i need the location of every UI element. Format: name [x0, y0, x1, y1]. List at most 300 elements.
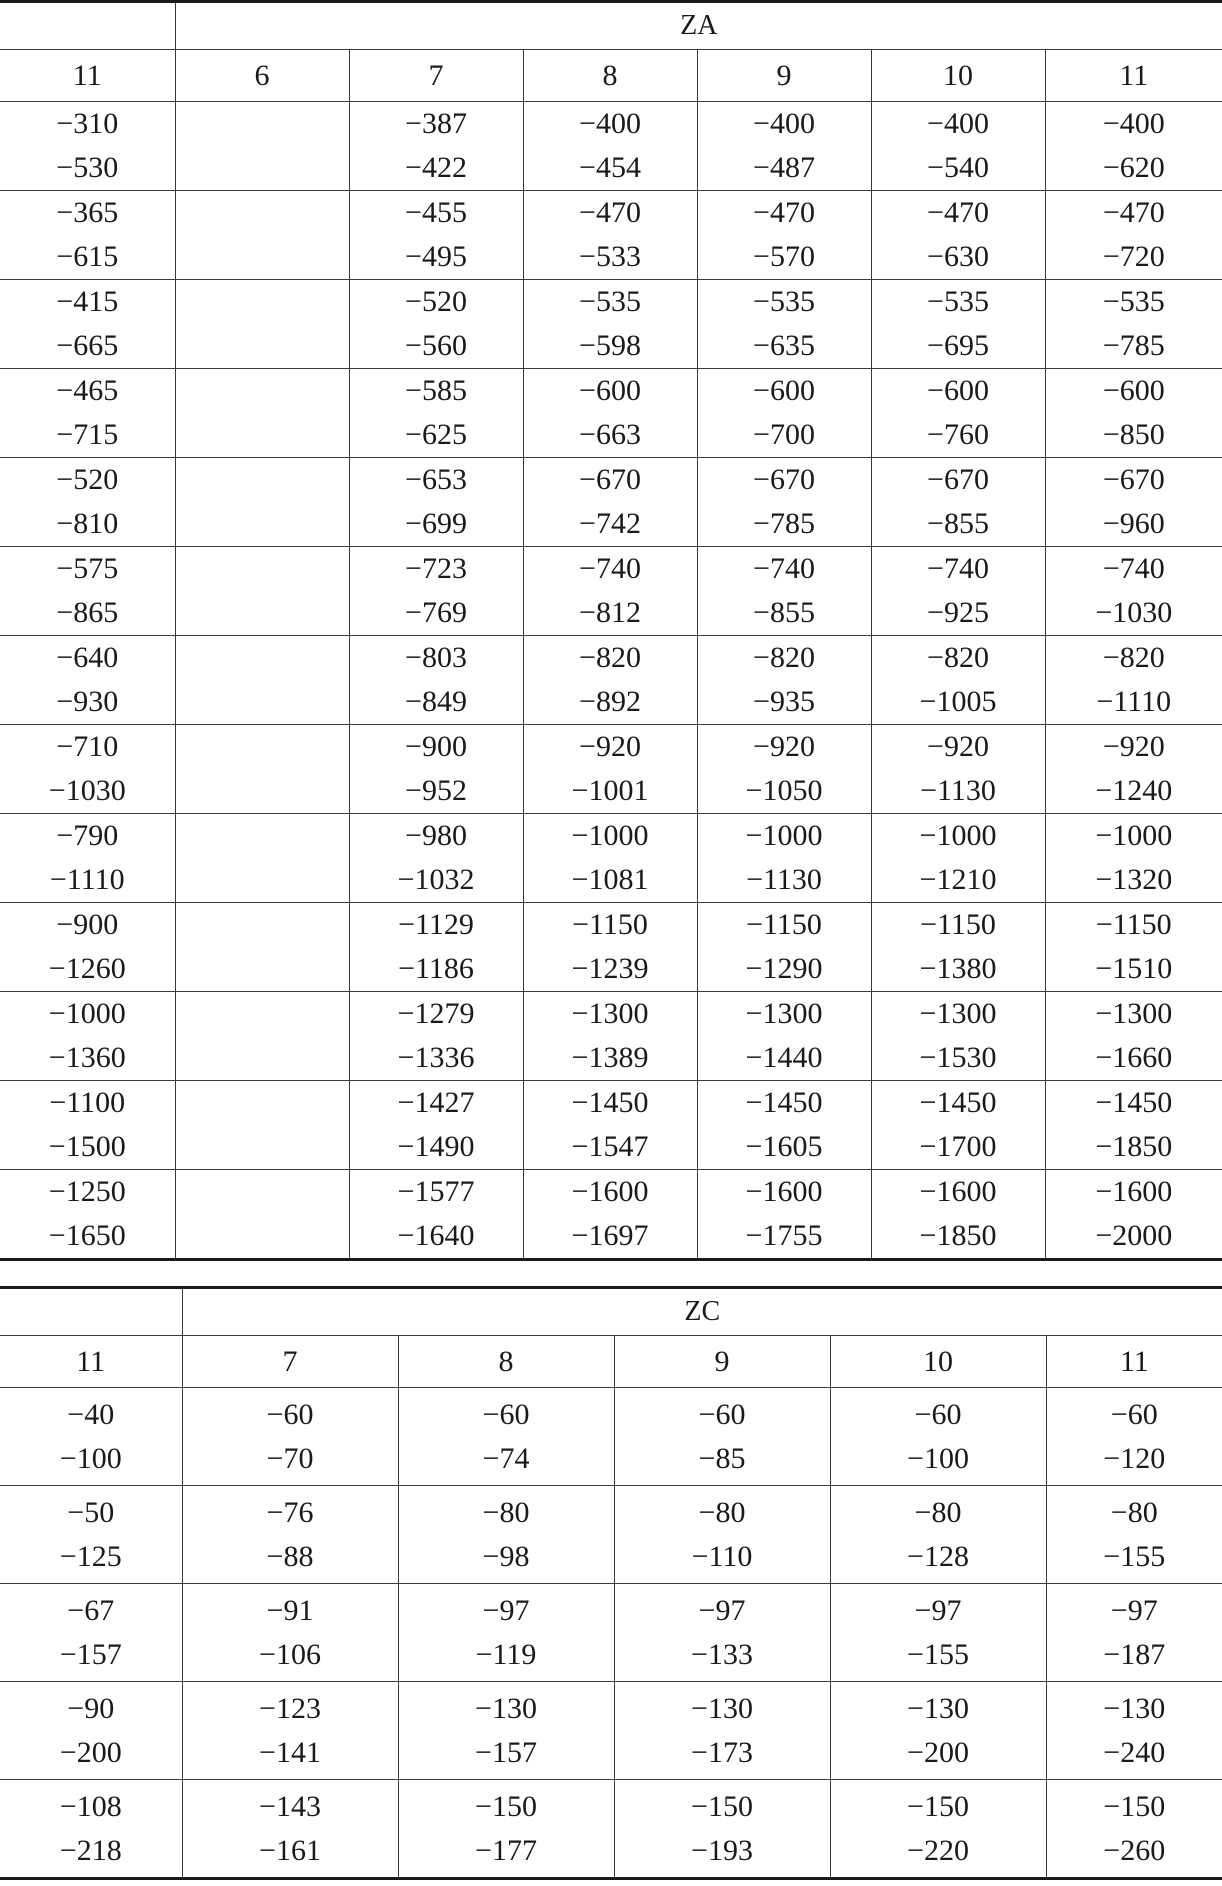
upper-deviation: −820	[753, 641, 815, 674]
table-cell	[175, 547, 349, 636]
table-cell	[182, 1486, 398, 1584]
lower-deviation: −487	[753, 151, 815, 184]
table-cell	[614, 1780, 830, 1879]
lower-deviation: −855	[753, 596, 815, 629]
table-cell	[697, 191, 871, 280]
lower-deviation: −1290	[745, 952, 823, 985]
lower-deviation: −1500	[48, 1130, 126, 1163]
table-cell	[871, 458, 1045, 547]
lower-deviation: −742	[579, 507, 641, 540]
upper-deviation: −97	[1110, 1593, 1158, 1627]
lower-deviation: −1186	[398, 952, 474, 985]
upper-deviation: −67	[67, 1593, 115, 1627]
table-cell	[1045, 369, 1222, 458]
upper-deviation: −575	[56, 552, 119, 585]
zc-deviation-table	[0, 1286, 1222, 1880]
lower-deviation: −1510	[1095, 952, 1173, 985]
lower-deviation: −1110	[1096, 685, 1172, 718]
lower-deviation: −120	[1103, 1441, 1166, 1475]
table-row	[0, 814, 1222, 903]
table-cell	[871, 814, 1045, 903]
upper-deviation: −920	[753, 730, 815, 763]
upper-deviation: −90	[67, 1691, 115, 1725]
lower-deviation: −663	[579, 418, 641, 451]
lower-deviation: −1240	[1095, 774, 1173, 807]
table-cell	[871, 280, 1045, 369]
lower-deviation: −700	[753, 418, 815, 451]
table-cell	[1045, 458, 1222, 547]
upper-deviation: −740	[927, 552, 989, 585]
upper-deviation: −50	[67, 1495, 115, 1529]
table-cell	[523, 903, 697, 992]
table-cell	[398, 1388, 614, 1486]
lower-deviation: −1005	[919, 685, 997, 718]
upper-deviation: −91	[266, 1593, 314, 1627]
upper-deviation: −130	[907, 1691, 969, 1725]
upper-deviation: −150	[475, 1789, 537, 1823]
lower-deviation: −110	[691, 1539, 753, 1573]
lower-deviation: −1640	[397, 1219, 475, 1252]
upper-deviation: −80	[698, 1495, 746, 1529]
upper-deviation: −1150	[1095, 908, 1172, 941]
table-row	[0, 458, 1222, 547]
lower-deviation: −695	[927, 329, 989, 362]
table-cell	[523, 814, 697, 903]
lower-deviation: −70	[266, 1441, 314, 1475]
lower-deviation: −760	[927, 418, 989, 451]
upper-deviation: −1300	[571, 997, 649, 1030]
lower-deviation: −1380	[919, 952, 997, 985]
table-cell	[697, 814, 871, 903]
table-cell	[1045, 191, 1222, 280]
table-cell	[871, 547, 1045, 636]
za-column-header: 7	[349, 50, 523, 102]
table-cell	[523, 369, 697, 458]
lower-deviation: −454	[579, 151, 641, 184]
upper-deviation: −387	[405, 107, 467, 140]
lower-deviation: −1360	[48, 1041, 126, 1074]
za-column-header-row	[0, 50, 1222, 102]
lower-deviation: −495	[405, 240, 467, 273]
za-group-header-row	[0, 2, 1222, 50]
table-cell	[0, 1170, 175, 1260]
upper-deviation: −710	[56, 730, 119, 763]
table-cell	[175, 903, 349, 992]
table-cell	[523, 636, 697, 725]
table-cell	[175, 636, 349, 725]
table-cell	[175, 369, 349, 458]
lower-deviation: −1850	[919, 1219, 997, 1252]
table-cell	[349, 992, 523, 1081]
table-row	[0, 1682, 1222, 1780]
upper-deviation: −803	[405, 641, 467, 674]
lower-deviation: −1547	[571, 1130, 649, 1163]
table-row	[0, 102, 1222, 191]
upper-deviation: −900	[56, 908, 119, 941]
lower-deviation: −1110	[49, 863, 125, 896]
za-column-header: 8	[523, 50, 697, 102]
za-blank-corner	[0, 2, 175, 50]
upper-deviation: −670	[753, 463, 815, 496]
upper-deviation: −1600	[745, 1175, 823, 1208]
zc-blank-corner	[0, 1288, 182, 1336]
upper-deviation: −1250	[48, 1175, 126, 1208]
table-cell	[523, 458, 697, 547]
upper-deviation: −130	[475, 1691, 537, 1725]
table-cell	[0, 1682, 182, 1780]
lower-deviation: −125	[59, 1539, 122, 1573]
upper-deviation: −123	[259, 1691, 321, 1725]
lower-deviation: −157	[475, 1735, 537, 1769]
lower-deviation: −74	[482, 1441, 530, 1475]
upper-deviation: −60	[1110, 1397, 1158, 1431]
upper-deviation: −470	[753, 196, 815, 229]
lower-deviation: −1260	[48, 952, 126, 985]
lower-deviation: −892	[579, 685, 641, 718]
upper-deviation: −108	[59, 1789, 122, 1823]
table-cell	[697, 458, 871, 547]
table-cell	[175, 458, 349, 547]
lower-deviation: −1336	[397, 1041, 475, 1074]
table-cell	[614, 1682, 830, 1780]
lower-deviation: −865	[56, 596, 119, 629]
upper-deviation: −97	[914, 1593, 962, 1627]
upper-deviation: −1450	[571, 1086, 649, 1119]
table-cell	[697, 280, 871, 369]
table-row	[0, 191, 1222, 280]
lower-deviation: −1389	[571, 1041, 649, 1074]
table-cell	[871, 636, 1045, 725]
lower-deviation: −1032	[397, 863, 475, 896]
lower-deviation: −260	[1103, 1833, 1166, 1867]
table-cell	[1046, 1780, 1222, 1879]
upper-deviation: −400	[753, 107, 815, 140]
table-cell	[0, 280, 175, 369]
table-row	[0, 992, 1222, 1081]
table-cell	[0, 1780, 182, 1879]
lower-deviation: −1440	[745, 1041, 823, 1074]
table-cell	[349, 369, 523, 458]
lower-deviation: −769	[405, 596, 467, 629]
zc-group-header-row	[0, 1288, 1222, 1336]
lower-deviation: −187	[1103, 1637, 1166, 1671]
table-cell	[523, 992, 697, 1081]
upper-deviation: −40	[67, 1397, 115, 1431]
upper-deviation: −400	[1102, 107, 1165, 140]
lower-deviation: −720	[1102, 240, 1165, 273]
upper-deviation: −310	[56, 107, 119, 140]
upper-deviation: −640	[56, 641, 119, 674]
upper-deviation: −60	[482, 1397, 530, 1431]
table-cell	[614, 1388, 830, 1486]
table-cell	[0, 458, 175, 547]
upper-deviation: −1000	[745, 819, 823, 852]
upper-deviation: −1577	[397, 1175, 475, 1208]
table-cell	[0, 1081, 175, 1170]
table-cell	[871, 369, 1045, 458]
upper-deviation: −670	[579, 463, 641, 496]
lower-deviation: −200	[907, 1735, 969, 1769]
za-column-header: 9	[697, 50, 871, 102]
zc-column-header: 7	[182, 1336, 398, 1388]
lower-deviation: −598	[579, 329, 641, 362]
upper-deviation: −80	[914, 1495, 962, 1529]
lower-deviation: −155	[907, 1637, 969, 1671]
upper-deviation: −415	[56, 285, 119, 318]
upper-deviation: −980	[405, 819, 467, 852]
upper-deviation: −1000	[1095, 819, 1173, 852]
table-cell	[175, 280, 349, 369]
lower-deviation: −1605	[745, 1130, 823, 1163]
table-cell	[349, 725, 523, 814]
upper-deviation: −535	[1102, 285, 1165, 318]
lower-deviation: −157	[59, 1637, 122, 1671]
upper-deviation: −1100	[49, 1086, 126, 1119]
lower-deviation: −1697	[571, 1219, 649, 1252]
table-row	[0, 1170, 1222, 1260]
upper-deviation: −1279	[397, 997, 475, 1030]
upper-deviation: −740	[1102, 552, 1165, 585]
table-cell	[697, 636, 871, 725]
upper-deviation: −76	[266, 1495, 314, 1529]
upper-deviation: −670	[1102, 463, 1165, 496]
upper-deviation: −600	[579, 374, 641, 407]
upper-deviation: −653	[405, 463, 467, 496]
lower-deviation: −570	[753, 240, 815, 273]
table-cell	[830, 1584, 1046, 1682]
table-cell	[871, 725, 1045, 814]
table-cell	[523, 1081, 697, 1170]
lower-deviation: −1755	[745, 1219, 823, 1252]
table-row	[0, 1486, 1222, 1584]
table-cell	[1045, 280, 1222, 369]
table-cell	[0, 636, 175, 725]
lower-deviation: −1030	[48, 774, 126, 807]
zc-column-header: 9	[614, 1336, 830, 1388]
lower-deviation: −133	[691, 1637, 753, 1671]
lower-deviation: −530	[56, 151, 119, 184]
table-cell	[175, 725, 349, 814]
table-cell	[182, 1388, 398, 1486]
table-cell	[697, 903, 871, 992]
lower-deviation: −1530	[919, 1041, 997, 1074]
upper-deviation: −920	[927, 730, 989, 763]
table-cell	[182, 1682, 398, 1780]
lower-deviation: −812	[579, 596, 641, 629]
upper-deviation: −400	[579, 107, 641, 140]
table-cell	[523, 102, 697, 191]
upper-deviation: −600	[927, 374, 989, 407]
table-cell	[523, 280, 697, 369]
za-column-header: 6	[175, 50, 349, 102]
upper-deviation: −1150	[746, 908, 822, 941]
upper-deviation: −535	[753, 285, 815, 318]
lower-deviation: −960	[1102, 507, 1165, 540]
zc-column-header: 11	[1046, 1336, 1222, 1388]
table-cell	[0, 725, 175, 814]
table-cell	[349, 547, 523, 636]
table-cell	[614, 1486, 830, 1584]
upper-deviation: −1000	[48, 997, 126, 1030]
upper-deviation: −1450	[1095, 1086, 1173, 1119]
table-row	[0, 1780, 1222, 1879]
upper-deviation: −1600	[1095, 1175, 1173, 1208]
table-cell	[0, 1584, 182, 1682]
upper-deviation: −470	[579, 196, 641, 229]
upper-deviation: −97	[482, 1593, 530, 1627]
table-cell	[0, 814, 175, 903]
table-cell	[0, 1486, 182, 1584]
upper-deviation: −470	[927, 196, 989, 229]
upper-deviation: −130	[1103, 1691, 1166, 1725]
table-cell	[398, 1584, 614, 1682]
table-cell	[1045, 1170, 1222, 1260]
upper-deviation: −1000	[571, 819, 649, 852]
table-cell	[830, 1682, 1046, 1780]
table-cell	[523, 1170, 697, 1260]
table-cell	[349, 458, 523, 547]
lower-deviation: −161	[259, 1833, 321, 1867]
lower-deviation: −630	[927, 240, 989, 273]
lower-deviation: −128	[907, 1539, 969, 1573]
upper-deviation: −820	[579, 641, 641, 674]
upper-deviation: −80	[482, 1495, 530, 1529]
upper-deviation: −920	[1102, 730, 1165, 763]
zc-group-label: ZC	[182, 1288, 1222, 1336]
table-cell	[349, 102, 523, 191]
upper-deviation: −150	[907, 1789, 969, 1823]
upper-deviation: −1300	[919, 997, 997, 1030]
upper-deviation: −600	[753, 374, 815, 407]
table-cell	[349, 1081, 523, 1170]
upper-deviation: −585	[405, 374, 467, 407]
lower-deviation: −625	[405, 418, 467, 451]
table-cell	[182, 1584, 398, 1682]
lower-deviation: −533	[579, 240, 641, 273]
table-cell	[398, 1682, 614, 1780]
table-cell	[1045, 636, 1222, 725]
table-row	[0, 725, 1222, 814]
lower-deviation: −173	[691, 1735, 753, 1769]
za-column-header: 11	[1045, 50, 1222, 102]
table-cell	[0, 191, 175, 280]
lower-deviation: −635	[753, 329, 815, 362]
upper-deviation: −600	[1102, 374, 1165, 407]
lower-deviation: −1030	[1095, 596, 1173, 629]
upper-deviation: −820	[927, 641, 989, 674]
lower-deviation: −1050	[745, 774, 823, 807]
lower-deviation: −141	[259, 1735, 321, 1769]
lower-deviation: −715	[56, 418, 119, 451]
lower-deviation: −925	[927, 596, 989, 629]
table-cell	[0, 903, 175, 992]
lower-deviation: −422	[405, 151, 467, 184]
lower-deviation: −100	[59, 1441, 122, 1475]
upper-deviation: −535	[927, 285, 989, 318]
upper-deviation: −1000	[919, 819, 997, 852]
upper-deviation: −1300	[745, 997, 823, 1030]
upper-deviation: −520	[56, 463, 119, 496]
lower-deviation: −1700	[919, 1130, 997, 1163]
upper-deviation: −97	[698, 1593, 746, 1627]
table-cell	[349, 903, 523, 992]
upper-deviation: −1150	[920, 908, 996, 941]
upper-deviation: −900	[405, 730, 467, 763]
upper-deviation: −1450	[745, 1086, 823, 1119]
table-cell	[1045, 814, 1222, 903]
lower-deviation: −849	[405, 685, 467, 718]
upper-deviation: −60	[698, 1397, 746, 1431]
table-cell	[697, 547, 871, 636]
table-cell	[175, 992, 349, 1081]
table-cell	[349, 814, 523, 903]
table-cell	[697, 1081, 871, 1170]
upper-deviation: −1600	[571, 1175, 649, 1208]
table-cell	[523, 191, 697, 280]
lower-deviation: −620	[1102, 151, 1165, 184]
upper-deviation: −80	[1110, 1495, 1158, 1529]
lower-deviation: −218	[59, 1833, 122, 1867]
lower-deviation: −193	[691, 1833, 753, 1867]
table-cell	[871, 992, 1045, 1081]
lower-deviation: −1001	[571, 774, 649, 807]
table-cell	[1045, 903, 1222, 992]
upper-deviation: −723	[405, 552, 467, 585]
upper-deviation: −150	[691, 1789, 753, 1823]
lower-deviation: −785	[753, 507, 815, 540]
upper-deviation: −920	[579, 730, 641, 763]
zc-column-header: 11	[0, 1336, 182, 1388]
table-cell	[0, 1388, 182, 1486]
table-cell	[182, 1780, 398, 1879]
table-row	[0, 1081, 1222, 1170]
table-cell	[830, 1780, 1046, 1879]
upper-deviation: −1427	[397, 1086, 475, 1119]
table-cell	[830, 1486, 1046, 1584]
table-cell	[175, 1170, 349, 1260]
table-cell	[0, 992, 175, 1081]
upper-deviation: −535	[579, 285, 641, 318]
table-cell	[1046, 1388, 1222, 1486]
upper-deviation: −400	[927, 107, 989, 140]
za-column-header: 11	[0, 50, 175, 102]
lower-deviation: −1320	[1095, 863, 1173, 896]
lower-deviation: −155	[1103, 1539, 1166, 1573]
table-cell	[871, 102, 1045, 191]
table-cell	[697, 992, 871, 1081]
lower-deviation: −1130	[920, 774, 996, 807]
table-cell	[697, 102, 871, 191]
table-cell	[0, 102, 175, 191]
upper-deviation: −1300	[1095, 997, 1173, 1030]
lower-deviation: −560	[405, 329, 467, 362]
upper-deviation: −740	[579, 552, 641, 585]
upper-deviation: −1150	[572, 908, 648, 941]
lower-deviation: −220	[907, 1833, 969, 1867]
upper-deviation: −740	[753, 552, 815, 585]
table-cell	[1045, 992, 1222, 1081]
lower-deviation: −1081	[571, 863, 649, 896]
table-row	[0, 1388, 1222, 1486]
upper-deviation: −465	[56, 374, 119, 407]
table-cell	[830, 1388, 1046, 1486]
table-cell	[871, 903, 1045, 992]
zc-column-header: 10	[830, 1336, 1046, 1388]
upper-deviation: −1129	[398, 908, 474, 941]
table-cell	[398, 1780, 614, 1879]
table-cell	[523, 547, 697, 636]
lower-deviation: −699	[405, 507, 467, 540]
